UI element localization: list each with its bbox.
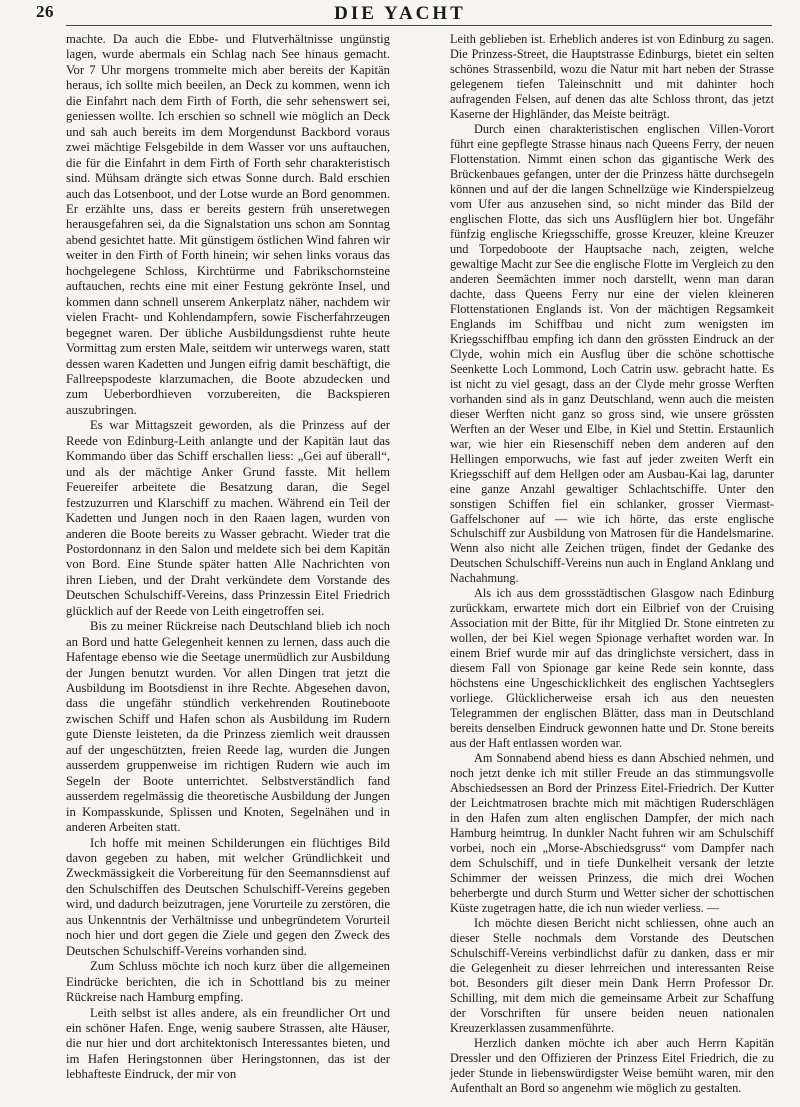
paragraph: Leith selbst ist alles andere, als ein freundlicher Ort und ein schöner Hafen. Enge, wenig saubere Strassen, alte Häuser, die nur hier und dort architektonisch Interessantes bieten, und im Hafen Heringstonnen über Heringstonnen, das ist der lebhafteste Eindruck, der mir von (66, 1005, 390, 1082)
paragraph: Durch einen charakteristischen englischen Villen-Vorort führt eine gepflegte Strasse hinaus nach Queens Ferry, der neuen Flottenstation. Nimmt einen schon das gigantische Werk des Brückenbaues gefangen, unter der die Prinzess hätte durchsegeln können und auf der die langen Schnellzüge wie Kinderspielzeug vom Ufer aus anzusehen sind, so nicht minder das Bild der englischen Flotte, das sich uns Ausflüglern hier bot. Ungefähr fünfzig englische Kriegsschiffe, grosse Kreuzer, kleine Kreuzer und Torpedoboote der Hauptsache nach, zeigten, welche gewaltige Macht zur See die englische Flotte im Vergleich zu den anderen Seemächten immer noch darstellt, wenn man daran dachte, dass Queens Ferry nur eine der vielen kleineren Flottenstationen Englands ist. Von der mächtigen Regsamkeit Englands im Schiffbau und nicht zum wenigsten im Kriegsschiffbau empfing ich dann den grössten Eindruck an der Clyde, wohin mich ein Ausflug über die schöne schottische Seenkette Loch Lommond, Loch Catrin usw. gebracht hatte. Es ist nicht zu viel gesagt, dass an der Clyde mehr grosse Werften vorhanden sind als in ganz Deutschland, wenn auch die meisten dieser Werften nicht ganz so gross sind, wie unsere grössten Werften an der Weser und Elbe, in Kiel und Stettin. Erstaunlich war, wie hier ein Riesenschiff neben dem anderen auf den Hellingen emporwuchs, wie fast auf jeder zweiten Werft ein Kriegsschiff auf dem Hellgen oder am Ausbau-Kai lag, darunter eine ganze Anzahl gewaltiger Schlachtschiffe. Unter den sonstigen Schiffen fiel ein schlanker, grosser Viermast-Gaffelschoner auf — wie ich hörte, das erste englische Schulschiff zur Ausbildung von Matrosen für die Handelsmarine. Wenn also nicht alle Zeichen trügen, findet der Gedanke des Deutschen Schulschiff-Vereins nun auch in England Anklang und Nachahmung. (450, 121, 774, 586)
header-rule (66, 25, 772, 26)
paragraph: Ich hoffe mit meinen Schilderungen ein flüchtiges Bild davon gegeben zu haben, mit welcher Gründlichkeit und Zweckmässigkeit die Vorbereitung für den Seemannsdienst auf den Schulschiffen des Deutschen Schulschiff-Vereins gegeben wird, und dadurch beizutragen, jene Vorurteile zu zerstören, die aus Unkenntnis der Verhältnisse und unbegründetem Vorurteil noch hier und dort gegen die Ziele und gegen den Zweck des Deutschen Schulschiff-Vereins vorhanden sind. (66, 835, 390, 958)
paragraph: Bis zu meiner Rückreise nach Deutschland blieb ich noch an Bord und hatte Gelegenheit kennen zu lernen, dass auch die Hafentage ebenso wie die Seetage unermüdlich zur Ausbildung der Jungen benutzt wurden. Vor allen Dingen trat jetzt die Ausbildung im Bootsdienst in ihre Rechte. Abgesehen davon, dass die ungefähr stündlich verkehrenden Routineboote zwischen Schiff und Hafen schon als Ausbildung im Rudern gute Dienste leisteten, da die Prinzess ziemlich weit draussen auf der ungeschützten, freien Reede lag, wurden die Jungen ausserdem gruppenweise im richtigen Rudern wie auch im Segeln der Boote unterrichtet. Selbstverständlich fand ausserdem regelmässig die theoretische Ausbildung der Jungen in Kompasskunde, Splissen und Knoten, Segelnähen und in anderen Arbeiten statt. (66, 619, 390, 835)
paragraph: Am Sonnabend abend hiess es dann Abschied nehmen, und noch jetzt denke ich mit stiller Freude an das stimmungsvolle Abschiedsessen an Bord der Prinzess Eitel-Friedrich. Der Kutter der Leichtmatrosen brachte mich mit mächtigen Ruderschlägen in den Hafen zum alten englischen Dampfer, der mich nach Hamburg heimtrug. In dunkler Nacht fuhren wir am Schulschiff vorbei, noch ein „Morse-Abschiedsgruss“ vom Dampfer nach dem Schulschiff, und in tiefe Dunkelheit versank der letzte Schimmer der weissen Prinzess, die mich drei Wochen beherbergte und durch Sturm und Wetter sicher der schottischen Küste zugetragen hatte, die ich nun wieder verliess. — (450, 751, 774, 916)
paragraph: Ich möchte diesen Bericht nicht schliessen, ohne auch an dieser Stelle nochmals dem Vorstande des Deutschen Schulschiff-Vereins verbindlichst dafür zu danken, dass er mir die Gelegenheit zu dieser lehrreichen und interessanten Reise bot. Besonders gilt dieser mein Dank Herrn Professor Dr. Schilling, mit dem mich die gemeinsame Arbeit zur Schaffung der Vorschriften für unsere beiden neuen nationalen Kreuzerklassen zusammenführte. (450, 916, 774, 1035)
page-number: 26 (36, 2, 54, 21)
paragraph: machte. Da auch die Ebbe- und Flutverhältnisse ungünstig lagen, wurde abermals ein Schlag nach See hinaus gemacht. Vor 7 Uhr morgens trommelte mich aber bereits der Kapitän heraus, ich sollte mich beeilen, an Deck zu kommen, wenn ich die Einfahrt nach dem Firth of Forth, die sehr sehenswert sei, geniessen wollte. Ich erschien so schnell wie möglich an Deck und sah auch bereits im dem Morgendunst Backbord voraus zwei mächtige Felsgebilde in dem Wasser vor uns auftauchen, die für die Einfahrt in dem Firth of Forth sehr charakteristisch sind. Mühsam drängte sich etwas Sonne durch. Bald erschien auch das Lotsenboot, und der Lotse wurde an Bord genommen. Er erzählte uns, dass er bereits gestern früh unseretwegen herausgefahren sei, da die Signalstation uns schon am Sonntag abend gesichtet hatte. Mit günstigem östlichen Wind fahren wir weiter in den Firth of Forth hinein; wir sehen links voraus das hochgelegene Schloss, Kirchtürme und Fabrikschornsteine auftauchen, rechts eine mit einer Festung gekrönte Insel, und kommen dann schnell unserem Ankerplatz näher, nachdem wir vielen Fracht- und Kohlendampfern, sowie Fischerfahrzeugen begegnet waren. Der übliche Ausbildungsdienst ruhte heute Vormittag zum ersten Male, seitdem wir unterwegs waren, statt dessen waren Kadetten und Jungen eifrig damit beschäftigt, die Fallreepspodeste klarzumachen, die Boote abzudecken und zum Ueberbordhieven vorzubereiten, die Backspieren auszubringen. (66, 32, 390, 417)
page-title: DIE YACHT (334, 3, 466, 24)
right-column (450, 32, 774, 1096)
paragraph: Leith geblieben ist. Erheblich anderes ist von Edinburg zu sagen. Die Prinzess-Street, die Hauptstrasse Edinburgs, bietet ein selten schönes Strassenbild, wozu die Natur mit hart neben der Strasse gelegenem tiefen Taleinschnitt und mit dahinter hoch aufragenden Felsen, auf denen das alte Schloss thront, das jetzt Kaserne der Highländer, das Meiste beiträgt. (450, 32, 774, 121)
paragraph: Zum Schluss möchte ich noch kurz über die allgemeinen Eindrücke berichten, die ich in Schottland bis zu meiner Rückreise nach Hamburg empfing. (66, 959, 390, 1005)
left-column (66, 32, 390, 1083)
paragraph: Es war Mittagszeit geworden, als die Prinzess auf der Reede von Edinburg-Leith anlangte und der Kapitän laut das Kommando über das Schiff erschallen liess: „Gei auf überall“, und als der mächtige Anker Grund fasste. Mit hellem Feuereifer arbeitete die Besatzung daran, die Segel festzuzurren und Klarschiff zu machen. Während ein Teil der Kadetten und Jungen noch in den Raaen lagen, wurden von anderen die Boote bereits zu Wasser gebracht. Wieder trat die Postordonnanz in den Salon und meldete sich bei dem Kapitän von Bord. Eine Stunde später hatten Alle Nachrichten von ihren Lieben, und der Draht verkündete dem Vorstande des Deutschen Schulschiff-Vereins, dass Prinzessin Eitel Friedrich glücklich auf der Reede von Leith eingetroffen sei. (66, 418, 390, 618)
paragraph: Als ich aus dem grossstädtischen Glasgow nach Edinburg zurückkam, erwartete mich dort ein Eilbrief von der Cruising Association mit der Bitte, für ihr Mitglied Dr. Stone eintreten zu wollen, der bei Kiel wegen Spionage verhaftet worden war. In einem Brief wurde mir auf das dringlichste versichert, dass in diesem Fall von Spionage gar keine Rede sein konnte, dass höchstens eine Ungeschicklichkeit des englischen Yachtseglers vorliege. Glücklicherweise ersah ich aus den neuesten Telegrammen der englischen Blätter, dass man in Deutschland bereits denselben Eindruck gewonnen hatte und Dr. Stone bereits aus der Haft entlassen worden war. (450, 586, 774, 751)
paragraph: Herzlich danken möchte ich aber auch Herrn Kapitän Dressler und den Offizieren der Prinzess Eitel Friedrich, die zu jeder Stunde in liebenswürdigster Weise bemüht waren, mir den Aufenthalt an Bord so angenehm wie möglich zu gestalten. (450, 1035, 774, 1095)
